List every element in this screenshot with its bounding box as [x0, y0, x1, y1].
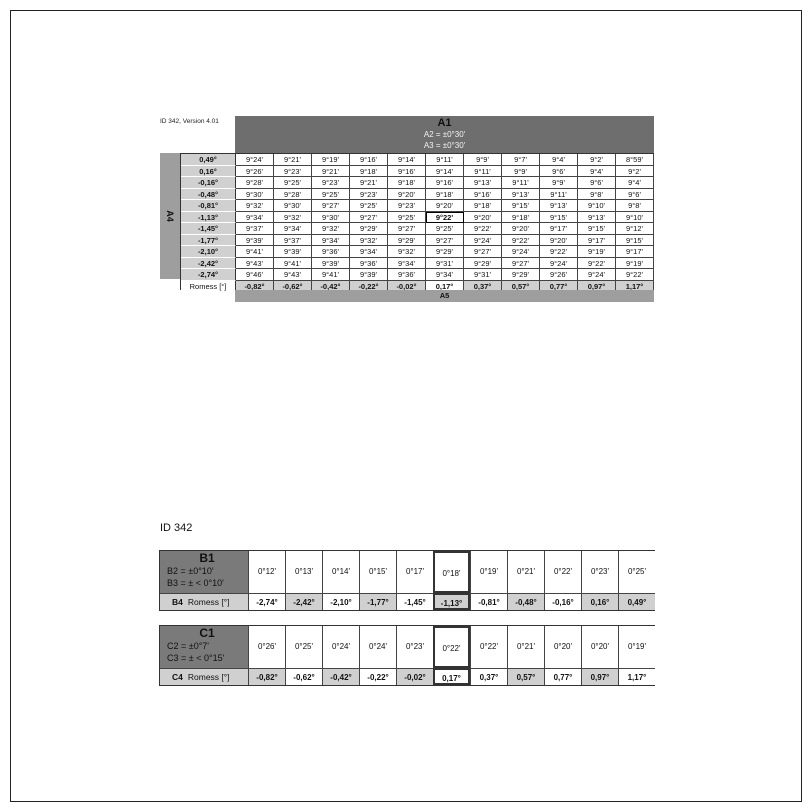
table-a-cell: 9°43'	[236, 258, 274, 270]
table-a-cell: 9°21'	[350, 177, 388, 189]
table-a-cell: 9°30'	[236, 189, 274, 201]
table-a-row-label: -2,42°	[181, 258, 236, 270]
table-a-footer-cell: -0,62°	[274, 281, 312, 293]
table-a-cell: 9°31'	[464, 269, 502, 281]
table-b-value-cell: 0°19'	[470, 551, 507, 593]
table-a-cell: 9°32'	[312, 223, 350, 235]
table-a-cell: 9°23'	[312, 177, 350, 189]
table-a-cell: 9°18'	[350, 166, 388, 178]
table-c-footer-cell: -0,62°	[285, 668, 322, 685]
table-a-cell: 9°19'	[578, 246, 616, 258]
table-a-cell: 9°27'	[350, 212, 388, 224]
table-a-cell: 9°24'	[236, 154, 274, 166]
table-c-value-cell: 0°24'	[322, 626, 359, 668]
table-a-cell: 9°43'	[274, 269, 312, 281]
table-a-cell: 9°32'	[350, 235, 388, 247]
table-a-cell: 9°37'	[274, 235, 312, 247]
table-a-cell: 9°39'	[274, 246, 312, 258]
table-a-cell: 9°15'	[502, 200, 540, 212]
table-a-cell: 9°6'	[616, 189, 654, 201]
table-a-cell: 9°18'	[502, 212, 540, 224]
table-a-cell: 9°11'	[502, 177, 540, 189]
table-b-footer-text: Romess [°]	[187, 597, 230, 607]
table-a-cell: 9°27'	[312, 200, 350, 212]
table-c-value-cell: 0°25'	[285, 626, 322, 668]
table-a-cell: 9°16'	[426, 177, 464, 189]
table-b-line2: B3 = ± < 0°10'	[167, 578, 224, 588]
table-b-value-cell: 0°15'	[359, 551, 396, 593]
table-b-footer-cell: -1,45°	[396, 593, 433, 610]
table-a-footer-cell: -0,02°	[388, 281, 426, 293]
table-b-footer-cell: 0,16°	[581, 593, 618, 610]
table-a-cell: 9°32'	[274, 212, 312, 224]
table-c-value-cell: 0°22'	[470, 626, 507, 668]
table-a-cell: 9°30'	[274, 200, 312, 212]
table-a-cell: 9°16'	[350, 154, 388, 166]
table-a-cell: 9°14'	[388, 154, 426, 166]
table-b-footer-cell: -2,74°	[248, 593, 285, 610]
table-a-cell: 9°41'	[236, 246, 274, 258]
table-a-cell: 9°34'	[312, 235, 350, 247]
table-a-footer-cell: 0,37°	[464, 281, 502, 293]
table-a-cell: 9°19'	[312, 154, 350, 166]
table-a-cell: 9°4'	[616, 177, 654, 189]
table-b-footer-code: B4	[172, 597, 183, 607]
table-a-footer-label: Romess [°]	[181, 281, 236, 293]
table-a-cell: 9°25'	[426, 223, 464, 235]
table-b-header	[160, 551, 248, 593]
table-a-cell: 9°10'	[616, 212, 654, 224]
table-a-cell: 9°24'	[578, 269, 616, 281]
table-c-value-cell: 0°20'	[544, 626, 581, 668]
table-a-line2: A3 = ±0°30'	[423, 140, 466, 150]
table-a-cell: 9°39'	[350, 269, 388, 281]
table-a-cell: 9°17'	[578, 235, 616, 247]
table-c-footer-cell: 1,17°	[618, 668, 655, 685]
table-b-value-cell: 0°25'	[618, 551, 655, 593]
table-a-cell: 9°26'	[540, 269, 578, 281]
table-a-cell: 9°20'	[426, 200, 464, 212]
table-a-cell: 9°36'	[350, 258, 388, 270]
table-a-cell: 9°41'	[312, 269, 350, 281]
table-a-row-label: -1,45°	[181, 223, 236, 235]
table-a-footer-cell: 0,57°	[502, 281, 540, 293]
table-a-cell: 9°23'	[388, 200, 426, 212]
table-a-row	[181, 269, 653, 281]
table-a-footer-cell: -0,82°	[236, 281, 274, 293]
table-a-cell: 9°24'	[464, 235, 502, 247]
table-c-value-cell: 0°22'	[433, 626, 470, 668]
table-a-cell: 9°18'	[426, 189, 464, 201]
table-a-cell: 9°4'	[578, 166, 616, 178]
table-a-cell: 9°10'	[578, 200, 616, 212]
table-a-cell: 9°26'	[236, 166, 274, 178]
table-a-cell: 9°46'	[236, 269, 274, 281]
id-label: ID 342	[160, 522, 193, 534]
table-b-footer-cell: -2,10°	[322, 593, 359, 610]
table-a-row	[181, 212, 653, 224]
table-a-row	[181, 177, 653, 189]
table-a-cell: 9°15'	[578, 223, 616, 235]
table-a-line1: A2 = ±0°30'	[423, 130, 466, 139]
table-a-cell: 9°22'	[540, 246, 578, 258]
table-a-cell: 9°11'	[464, 166, 502, 178]
table-a-bottom-label: A5	[235, 290, 654, 302]
table-a-footer-cell: -0,22°	[350, 281, 388, 293]
table-b-value-cell: 0°13'	[285, 551, 322, 593]
table-a-row	[181, 235, 653, 247]
table-b-footer-cell: -0,48°	[507, 593, 544, 610]
table-a-cell: 9°9'	[464, 154, 502, 166]
table-a-cell: 9°24'	[540, 258, 578, 270]
table-a-cell: 9°25'	[312, 189, 350, 201]
table-a-cell: 9°20'	[464, 212, 502, 224]
table-a-cell: 9°13'	[540, 200, 578, 212]
table-a-row-label: -2,10°	[181, 246, 236, 258]
table-a-cell: 9°25'	[388, 212, 426, 224]
table-a-cell: 9°27'	[426, 235, 464, 247]
table-c-footer-cell: 0,57°	[507, 668, 544, 685]
table-a-cell: 9°2'	[578, 154, 616, 166]
table-b-footer-label	[160, 593, 248, 610]
table-c-header	[160, 626, 248, 668]
table-a-cell: 9°22'	[502, 235, 540, 247]
table-a-grid	[180, 153, 654, 290]
table-a-cell: 9°27'	[388, 223, 426, 235]
table-a-cell: 9°21'	[312, 166, 350, 178]
table-a-cell: 9°29'	[350, 223, 388, 235]
table-b-line1: B2 = ±0°10'	[167, 566, 214, 576]
table-a-row	[181, 258, 653, 270]
table-c-footer-cell: -0,22°	[359, 668, 396, 685]
table-a-cell: 9°6'	[578, 177, 616, 189]
table-c-line1: C2 = ±0°7'	[167, 641, 210, 651]
table-a-cell: 9°34'	[388, 258, 426, 270]
table-c-footer-label	[160, 668, 248, 685]
table-a-cell: 9°29'	[426, 246, 464, 258]
table-a-cell: 9°23'	[350, 189, 388, 201]
table-a-cell: 9°30'	[312, 212, 350, 224]
table-a-row	[181, 166, 653, 178]
table-a-footer-cell: 1,17°	[616, 281, 654, 293]
table-a-cell: 9°37'	[236, 223, 274, 235]
table-c-footer-cell: 0,77°	[544, 668, 581, 685]
table-a-cell: 9°13'	[464, 177, 502, 189]
table-a-cell: 9°29'	[388, 235, 426, 247]
table-a-cell: 9°25'	[350, 200, 388, 212]
table-a-cell: 9°36'	[388, 269, 426, 281]
table-a-cell: 9°20'	[540, 235, 578, 247]
table-c-line2: C3 = ± < 0°15'	[167, 653, 225, 663]
table-a-cell: 9°22'	[426, 212, 464, 224]
table-a-cell: 9°27'	[502, 258, 540, 270]
table-a-cell: 9°13'	[578, 212, 616, 224]
table-a-row-label: -0,48°	[181, 189, 236, 201]
table-c-footer-text: Romess [°]	[187, 672, 230, 682]
table-a-cell: 9°22'	[464, 223, 502, 235]
table-c-footer-cell: -0,42°	[322, 668, 359, 685]
table-a-cell: 9°27'	[464, 246, 502, 258]
table-a-cell: 9°32'	[388, 246, 426, 258]
table-a-cell: 9°20'	[388, 189, 426, 201]
table-a-row	[181, 154, 653, 166]
table-a-cell: 9°36'	[312, 246, 350, 258]
table-c-value-cell: 0°19'	[618, 626, 655, 668]
table-a-cell: 9°32'	[236, 200, 274, 212]
table-b-footer-cell: -1,77°	[359, 593, 396, 610]
table-b-value-cell: 0°23'	[581, 551, 618, 593]
table-b-value-cell: 0°18'	[433, 551, 470, 593]
table-a-cell: 9°17'	[616, 246, 654, 258]
table-a-cell: 9°20'	[502, 223, 540, 235]
table-a-cell: 9°24'	[502, 246, 540, 258]
table-c-footer-cell: 0,17°	[433, 668, 470, 685]
table-a-row	[181, 246, 653, 258]
table-a-cell: 9°4'	[540, 154, 578, 166]
table-a-cell: 9°31'	[426, 258, 464, 270]
table-a-cell: 9°28'	[236, 177, 274, 189]
table-a-cell: 9°19'	[616, 258, 654, 270]
table-c-value-cell: 0°20'	[581, 626, 618, 668]
table-b-title: B1	[199, 551, 215, 565]
table-a-cell: 9°16'	[388, 166, 426, 178]
table-a-cell: 9°41'	[274, 258, 312, 270]
table-a-cell: 9°12'	[616, 223, 654, 235]
table-c-footer-cell: -0,02°	[396, 668, 433, 685]
table-a-cell: 9°18'	[464, 200, 502, 212]
table-a-footer-cell: 0,77°	[540, 281, 578, 293]
table-a-cell: 9°34'	[236, 212, 274, 224]
table-a-footer-cell: 0,17°	[426, 281, 464, 293]
table-a-row-label: -0,81°	[181, 200, 236, 212]
table-a-header	[235, 116, 654, 153]
table-a-row-label: 0,49°	[181, 154, 236, 166]
table-a-cell: 9°15'	[616, 235, 654, 247]
table-a-title: A1	[437, 117, 452, 129]
table-a-row	[181, 223, 653, 235]
table-a-side-label: A4	[165, 210, 175, 222]
table-a-row	[181, 189, 653, 201]
table-a-cell: 9°2'	[616, 166, 654, 178]
table-a-cell: 9°39'	[312, 258, 350, 270]
table-b-value-cell: 0°17'	[396, 551, 433, 593]
table-b-footer-cell: -0,16°	[544, 593, 581, 610]
table-a-cell: 9°23'	[274, 166, 312, 178]
table-a-cell: 9°22'	[616, 269, 654, 281]
table-a-cell: 9°11'	[540, 189, 578, 201]
table-a-cell: 9°15'	[540, 212, 578, 224]
table-a-cell: 9°8'	[616, 200, 654, 212]
table-c-footer-cell: 0,37°	[470, 668, 507, 685]
table-a-row-label: -1,13°	[181, 212, 236, 224]
table-c-footer-cell: 0,97°	[581, 668, 618, 685]
table-a-cell: 8°59'	[616, 154, 654, 166]
table-a-row-label: -1,77°	[181, 235, 236, 247]
table-b-value-cell: 0°12'	[248, 551, 285, 593]
table-c	[159, 625, 655, 686]
table-b-footer-cell: -1,13°	[433, 593, 470, 610]
table-a-cell: 9°11'	[426, 154, 464, 166]
table-a-cell: 9°7'	[502, 154, 540, 166]
id-version-label: ID 342, Version 4.01	[160, 118, 219, 125]
table-a-cell: 9°34'	[426, 269, 464, 281]
table-a-cell: 9°29'	[464, 258, 502, 270]
table-b-footer-cell: -0,81°	[470, 593, 507, 610]
table-b	[159, 550, 655, 611]
table-a-cell: 9°9'	[540, 177, 578, 189]
table-c-value-cell: 0°26'	[248, 626, 285, 668]
table-a-row-label: 0,16°	[181, 166, 236, 178]
table-a-cell: 9°13'	[502, 189, 540, 201]
table-b-footer-cell: 0,49°	[618, 593, 655, 610]
table-a-cell: 9°14'	[426, 166, 464, 178]
table-a-cell: 9°8'	[578, 189, 616, 201]
table-b-value-cell: 0°21'	[507, 551, 544, 593]
table-a-cell: 9°9'	[502, 166, 540, 178]
table-c-footer-code: C4	[172, 672, 183, 682]
table-a-row-label: -0,16°	[181, 177, 236, 189]
table-c-title: C1	[199, 626, 215, 640]
table-b-footer-cell: -2,42°	[285, 593, 322, 610]
table-a-row	[181, 200, 653, 212]
table-a-cell: 9°25'	[274, 177, 312, 189]
table-c-value-cell: 0°23'	[396, 626, 433, 668]
table-b-value-cell: 0°14'	[322, 551, 359, 593]
table-c-value-cell: 0°21'	[507, 626, 544, 668]
table-a-cell: 9°39'	[236, 235, 274, 247]
table-a-cell: 9°22'	[578, 258, 616, 270]
table-a-cell: 9°16'	[464, 189, 502, 201]
table-a-cell: 9°28'	[274, 189, 312, 201]
table-a-cell: 9°34'	[350, 246, 388, 258]
table-a-cell: 9°18'	[388, 177, 426, 189]
table-a-footer-cell: 0,97°	[578, 281, 616, 293]
table-a-footer-cell: -0,42°	[312, 281, 350, 293]
table-b-value-cell: 0°22'	[544, 551, 581, 593]
table-a-cell: 9°34'	[274, 223, 312, 235]
table-a-row-label: -2,74°	[181, 269, 236, 281]
table-a-cell: 9°21'	[274, 154, 312, 166]
table-c-footer-cell: -0,82°	[248, 668, 285, 685]
table-c-value-cell: 0°24'	[359, 626, 396, 668]
table-a-cell: 9°6'	[540, 166, 578, 178]
table-a-cell: 9°29'	[502, 269, 540, 281]
table-a-cell: 9°17'	[540, 223, 578, 235]
table-a-side-band	[160, 153, 180, 279]
